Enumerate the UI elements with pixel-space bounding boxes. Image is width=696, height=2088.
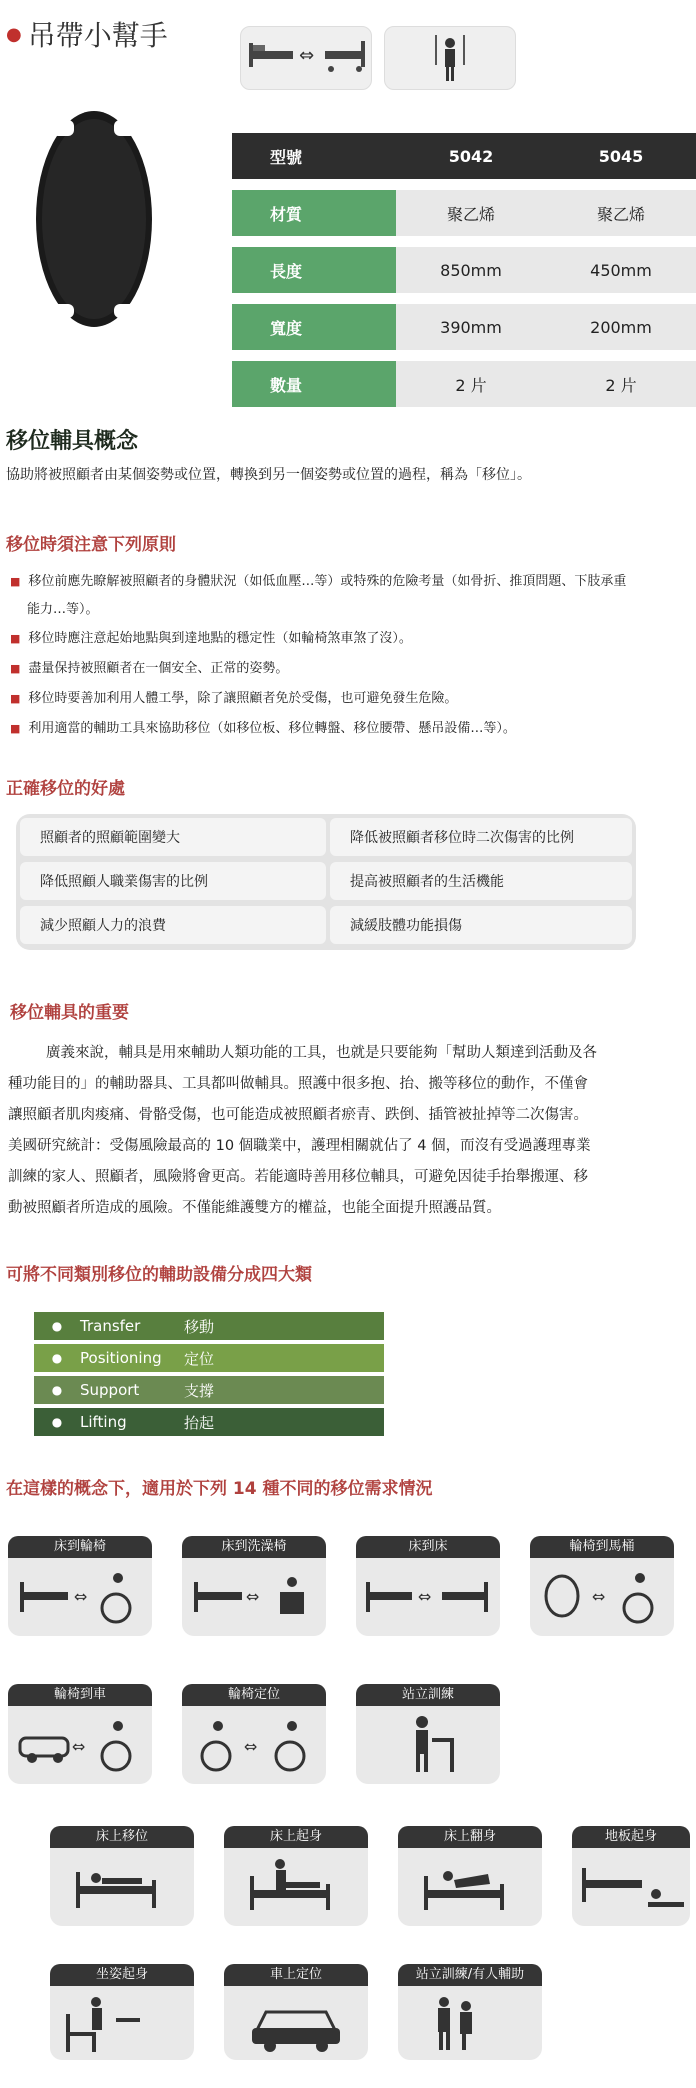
- seated-rise-icon: [56, 1988, 188, 2056]
- svg-text:⇔: ⇔: [418, 1587, 432, 1606]
- title-text: 吊帶小幫手: [27, 19, 168, 52]
- spec-table: [232, 122, 696, 418]
- svg-text:⇔: ⇔: [246, 1587, 260, 1606]
- spec-cell: 200mm: [546, 304, 696, 350]
- category-row: [34, 1344, 384, 1372]
- paragraph-line: 美國研究統計：受傷風險最高的 10 個職業中，護理相關就佔了 4 個，而沒有受過護理專業: [8, 1138, 591, 1154]
- situations-title: 在這樣的概念下，適用於下列 14 種不同的移位需求情況: [6, 1479, 433, 1499]
- benefit-cell: 照顧者的照顧範圍變大: [20, 818, 326, 856]
- category-zh: 定位: [184, 1349, 215, 1368]
- bullet-icon: ■: [10, 722, 21, 735]
- principles-list: [10, 568, 690, 744]
- spec-row-label: 寬度: [232, 304, 396, 350]
- benefits-title: 正確移位的好處: [6, 779, 125, 799]
- list-item: [10, 624, 690, 654]
- card-label: 床到床: [356, 1536, 500, 1558]
- bullet-icon: ■: [10, 575, 21, 588]
- bullet-icon: ■: [10, 692, 21, 705]
- list-item: [10, 684, 690, 714]
- spec-row: [232, 190, 696, 236]
- bed-to-bed-icon: [240, 26, 372, 90]
- card-label: 床上移位: [50, 1826, 194, 1848]
- car-position-icon: [230, 1988, 362, 2056]
- benefit-cell: 減緩肢體功能損傷: [330, 906, 632, 944]
- bullet-icon: ●: [51, 1319, 63, 1333]
- svg-text:⇔: ⇔: [74, 1587, 88, 1606]
- svg-text:⇔: ⇔: [244, 1737, 258, 1756]
- paragraph-line: 訓練的家人、照顧者，風險將會更高。若能適時善用移位輔具，可避免因徒手抬舉搬運、移: [8, 1169, 588, 1185]
- spec-row: [232, 361, 696, 407]
- category-row: [34, 1376, 384, 1404]
- svg-text:⇔: ⇔: [592, 1587, 606, 1606]
- situation-card: [356, 1536, 500, 1636]
- card-label: 輪椅到車: [8, 1684, 152, 1706]
- situation-card: [182, 1684, 326, 1784]
- card-label: 站立訓練: [356, 1684, 500, 1706]
- spec-header-row: [232, 133, 696, 179]
- svg-text:⇔: ⇔: [72, 1737, 86, 1756]
- situation-card: [572, 1826, 690, 1926]
- spec-row: [232, 247, 696, 293]
- concept-title: 移位輔具概念: [6, 429, 139, 454]
- card-label: 床上起身: [224, 1826, 368, 1848]
- bed-reposition-icon: [56, 1850, 188, 1922]
- categories-title: 可將不同類別移位的輔助設備分成四大類: [6, 1265, 312, 1285]
- importance-paragraph: [8, 1038, 692, 1224]
- paragraph-line: 種功能目的」的輔助器具、工具都叫做輔具。照護中很多抱、抬、搬等移位的動作，不僅會: [8, 1076, 588, 1092]
- card-label: 地板起身: [572, 1826, 690, 1848]
- category-en: Lifting: [80, 1413, 127, 1431]
- situation-card: [530, 1536, 674, 1636]
- benefit-cell: 提高被照顧者的生活機能: [330, 862, 632, 900]
- benefit-cell: 降低被照顧者移位時二次傷害的比例: [330, 818, 632, 856]
- list-item-text: 移位前應先瞭解被照顧者的身體狀況（如低血壓…等）或特殊的危險考量（如骨折、推頂問題、下肢承重: [28, 574, 627, 589]
- situation-card: [398, 1826, 542, 1926]
- bullet-icon: ■: [10, 662, 21, 675]
- spec-cell: 2 片: [546, 361, 696, 407]
- card-label: 站立訓練/有人輔助: [398, 1964, 542, 1986]
- principles-title: 移位時須注意下列原則: [6, 535, 176, 555]
- category-en: Support: [80, 1381, 140, 1399]
- bed-turn-over-icon: [404, 1850, 536, 1922]
- situation-card: [224, 1964, 368, 2060]
- spec-cell: 850mm: [396, 247, 546, 293]
- list-item-text: 移位時要善加利用人體工學，除了讓照顧者免於受傷，也可避免發生危險。: [28, 691, 458, 706]
- list-item: [10, 654, 690, 684]
- category-row: [34, 1408, 384, 1436]
- list-item: [10, 596, 690, 624]
- wheelchair-car-icon: [14, 1708, 146, 1780]
- bullet-icon: ■: [10, 632, 21, 645]
- assisted-standing-icon: [404, 1988, 536, 2056]
- situation-card: [398, 1964, 542, 2060]
- benefit-cell: 減少照顧人力的浪費: [20, 906, 326, 944]
- category-row: [34, 1312, 384, 1340]
- category-zh: 移動: [184, 1317, 215, 1336]
- card-label: 床到洗澡椅: [182, 1536, 326, 1558]
- situation-card: [50, 1826, 194, 1926]
- bullet-icon: ●: [51, 1415, 63, 1429]
- bed-sit-up-icon: [230, 1850, 362, 1922]
- wheelchair-position-icon: [188, 1708, 320, 1780]
- list-item: [10, 714, 690, 744]
- list-item: [10, 568, 690, 596]
- person-lift-icon: [384, 26, 516, 90]
- transfer-board-image: [34, 108, 154, 330]
- bed-wheelchair-icon: [14, 1560, 146, 1632]
- paragraph-line: 讓照顧者肌肉痠痛、骨骼受傷，也可能造成被照顧者瘀青、跌倒、插管被扯掉等二次傷害。: [8, 1107, 588, 1123]
- card-label: 坐姿起身: [50, 1964, 194, 1986]
- list-item-text: 盡量保持被照顧者在一個安全、正常的姿勢。: [28, 661, 289, 676]
- standing-training-icon: [362, 1708, 494, 1780]
- bullet-icon: ●: [51, 1351, 63, 1365]
- category-zh: 支撐: [184, 1381, 215, 1400]
- bullet-icon: ●: [51, 1383, 63, 1397]
- bullet-icon: ●: [6, 23, 22, 45]
- spec-header-model-b: 5045: [546, 133, 696, 179]
- wheelchair-toilet-icon: [536, 1560, 668, 1632]
- category-en: Transfer: [80, 1317, 141, 1335]
- benefits-grid: [16, 814, 636, 950]
- list-item-text: 利用適當的輔助工具來協助移位（如移位板、移位轉盤、移位腰帶、懸吊設備…等）。: [28, 721, 516, 736]
- spec-header-label: 型號: [232, 133, 396, 179]
- spec-cell: 450mm: [546, 247, 696, 293]
- spec-cell: 390mm: [396, 304, 546, 350]
- concept-text: 協助將被照顧者由某個姿勢或位置，轉換到另一個姿勢或位置的過程，稱為「移位」。: [6, 467, 531, 483]
- paragraph-line: 廣義來說，輔具是用來輔助人類功能的工具，也就是只要能夠「幫助人類達到活動及各: [46, 1045, 597, 1061]
- paragraph-line: 動被照顧者所造成的風險。不僅能維護雙方的權益，也能全面提升照護品質。: [8, 1200, 501, 1216]
- list-item-text: 能力…等）。: [27, 602, 99, 617]
- spec-row-label: 數量: [232, 361, 396, 407]
- spec-row-label: 材質: [232, 190, 396, 236]
- bed-shower-chair-icon: [188, 1560, 320, 1632]
- situation-card: [224, 1826, 368, 1926]
- list-item-text: 移位時應注意起始地點與到達地點的穩定性（如輪椅煞車煞了沒）。: [28, 631, 412, 646]
- category-zh: 抬起: [184, 1413, 215, 1432]
- floor-rise-icon: [578, 1850, 688, 1922]
- card-label: 輪椅到馬桶: [530, 1536, 674, 1558]
- card-label: 床到輪椅: [8, 1536, 152, 1558]
- card-label: 輪椅定位: [182, 1684, 326, 1706]
- spec-cell: 聚乙烯: [546, 190, 696, 236]
- spec-header-model-a: 5042: [396, 133, 546, 179]
- situation-card: [8, 1536, 152, 1636]
- svg-text:⇔: ⇔: [299, 45, 315, 66]
- category-en: Positioning: [80, 1349, 162, 1367]
- importance-title: 移位輔具的重要: [10, 1003, 129, 1023]
- situation-card: [356, 1684, 500, 1784]
- benefit-cell: 降低照顧人職業傷害的比例: [20, 862, 326, 900]
- page-title: [6, 14, 168, 54]
- spec-cell: 聚乙烯: [396, 190, 546, 236]
- spec-cell: 2 片: [396, 361, 546, 407]
- situation-card: [182, 1536, 326, 1636]
- situation-card: [50, 1964, 194, 2060]
- situation-card: [8, 1684, 152, 1784]
- spec-row-label: 長度: [232, 247, 396, 293]
- card-label: 床上翻身: [398, 1826, 542, 1848]
- spec-row: [232, 304, 696, 350]
- card-label: 車上定位: [224, 1964, 368, 1986]
- bed-to-bed-icon: [362, 1560, 494, 1632]
